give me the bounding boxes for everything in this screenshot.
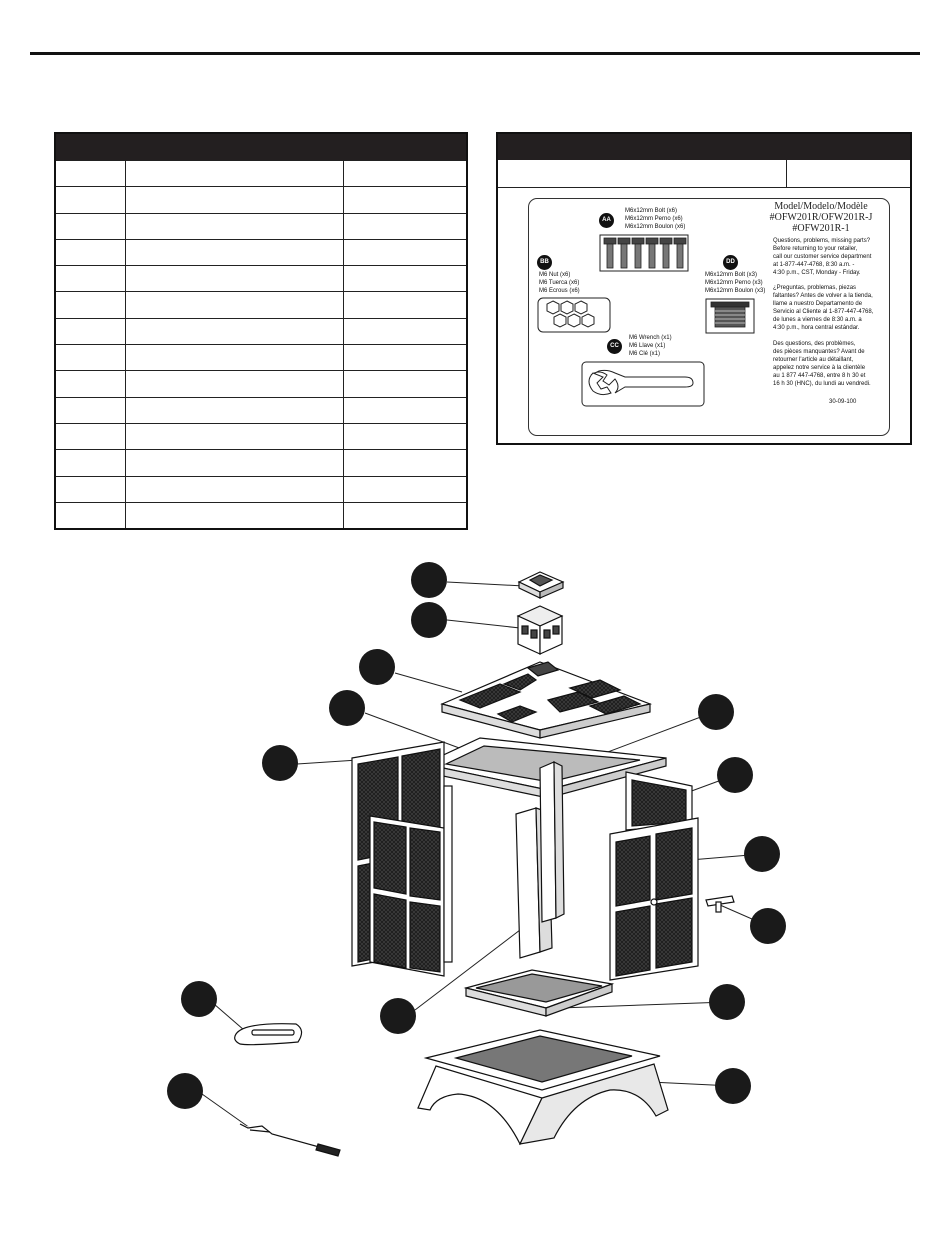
cc-line: M6 Llave (x1) — [629, 343, 666, 349]
cc-line: M6 Clé (x1) — [629, 351, 661, 357]
model-line: #OFW201R-1 — [792, 223, 850, 234]
grate-part — [235, 1024, 302, 1045]
bowl-part — [466, 970, 612, 1016]
bb-line: M6 Nut (x6) — [539, 272, 571, 278]
lid-part — [442, 662, 650, 738]
right-screen-part — [610, 772, 698, 980]
bb-line: M6 Tuerca (x6) — [539, 280, 580, 286]
badge-bb: BB — [537, 255, 552, 270]
poker-part — [240, 1124, 340, 1156]
info-es-line: Servicio al Cliente al 1-877-447-4768, — [773, 309, 874, 315]
base-part — [418, 1030, 668, 1144]
aa-line: M6x12mm Bolt (x6) — [625, 208, 678, 214]
bb-line: M6 Ecrous (x6) — [539, 288, 580, 294]
model-line: Model/Modelo/Modèle — [774, 201, 868, 212]
info-fr-line: des pièces manquantes? Avant de — [773, 349, 865, 355]
aa-line: M6x12mm Boulon (x6) — [625, 224, 686, 230]
code-number: 30-09-100 — [829, 399, 857, 405]
info-es-line: faltantes? Antes de volver a la tienda, — [773, 293, 873, 299]
badge-cc: CC — [607, 339, 622, 354]
info-es-line: 4:30 p.m., hora central estándar. — [773, 325, 860, 331]
chimney-part — [518, 606, 562, 654]
dd-line: M6x12mm Boulon (x3) — [705, 288, 766, 294]
aa-line: M6x12mm Perno (x6) — [625, 216, 683, 222]
cc-line: M6 Wrench (x1) — [629, 335, 672, 341]
dd-line: M6x12mm Perno (x3) — [705, 280, 763, 286]
info-fr-line: appelez notre service à la clientèle — [773, 365, 866, 371]
info-en-line: at 1-877-447-4768, 8:30 a.m. - — [773, 262, 855, 268]
badge-dd: DD — [723, 255, 738, 270]
info-fr-line: au 1 877 447-4768, entre 8 h 30 et — [773, 373, 866, 379]
info-fr-line: Des questions, des problèmes, — [773, 341, 856, 347]
info-en-line: 4:30 p.m., CST, Monday - Friday. — [773, 270, 861, 276]
info-fr-line: retourner l'article au détaillant, — [773, 357, 854, 363]
dd-line: M6x12mm Bolt (x3) — [705, 272, 758, 278]
left-screen-part — [352, 742, 452, 976]
info-en-line: call our customer service department — [773, 254, 872, 260]
info-es-line: de lunes a viernes de 8:30 a.m. a — [773, 317, 862, 323]
info-en-line: Before returning to your retailer, — [773, 246, 858, 252]
info-es-line: ¿Preguntas, problemas, piezas — [773, 285, 857, 291]
badge-aa: AA — [599, 213, 614, 228]
info-es-line: llame a nuestro Departamento de — [773, 301, 863, 307]
info-fr-line: 16 h 30 (HNC), du lundi au vendredi. — [773, 381, 871, 387]
model-line: #OFW201R/OFW201R-J — [769, 212, 873, 223]
info-en-line: Questions, problems, missing parts? — [773, 238, 871, 244]
cap-part — [519, 572, 563, 598]
